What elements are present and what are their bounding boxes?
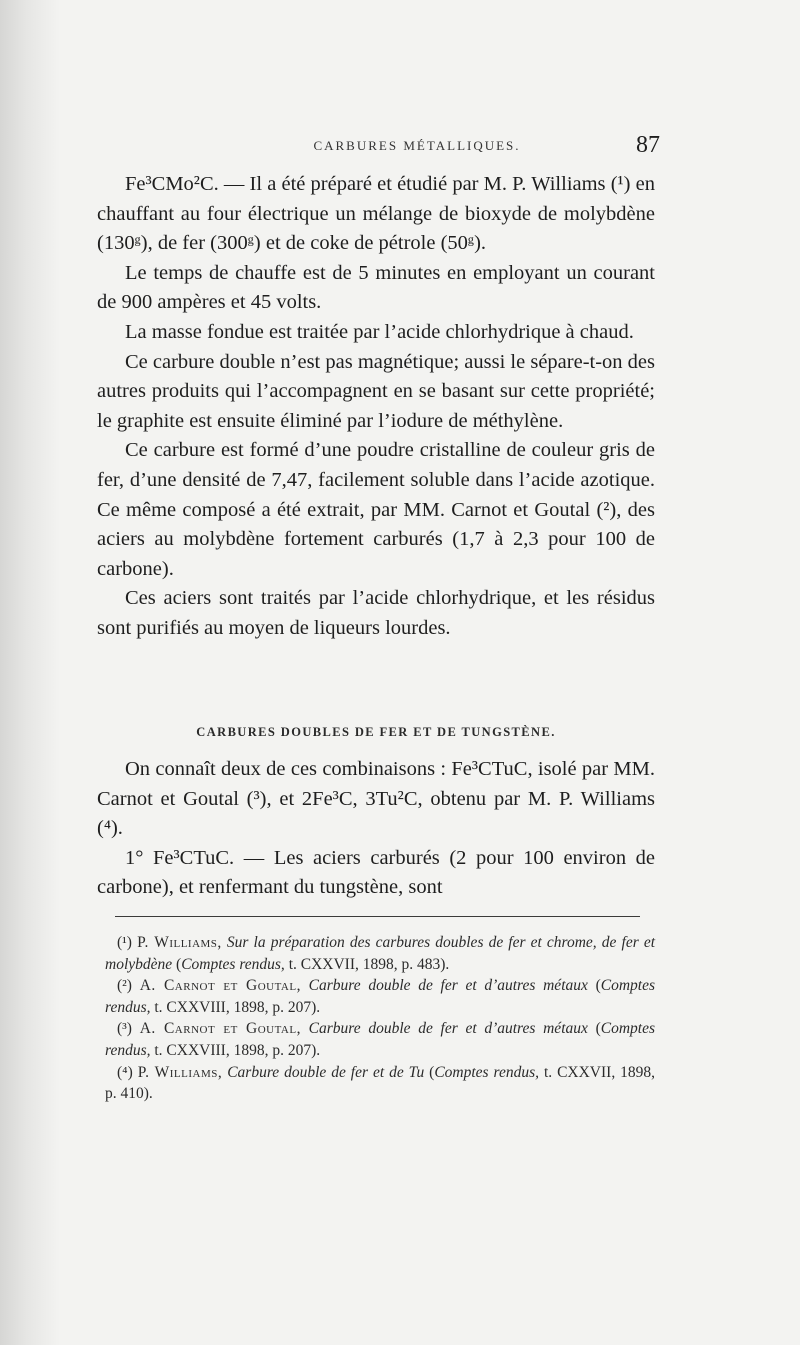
- footnote-author: A. Carnot et Goutal,: [139, 1020, 301, 1038]
- footnote-journal: Comptes rendus,: [105, 977, 655, 1016]
- footnote-title: Carbure double de fer et d’autres métaux: [308, 1020, 588, 1038]
- footnote-author: P. Williams,: [137, 934, 222, 951]
- footnote: (⁴) P. Williams, Carbure double de fer et de Tu (Comptes rendus, t. CXXVII, 1898, p. 410).: [105, 1063, 656, 1103]
- footnote-author: A. Carnot et Goutal,: [139, 977, 301, 995]
- footnote-title: Carbure double de fer et de Tu: [227, 1063, 425, 1081]
- paragraph: On connaît deux de ces combinaisons : Fe³CTuC, isolé par MM. Carnot et Goutal (³), et 2Fe³C, 3Tu²C, obtenu par M. P. Williams (⁴).: [97, 758, 655, 840]
- footnote-title: Sur la préparation des carbures doubles de fer et chrome, de fer et molybdène: [105, 934, 656, 973]
- paragraph: Fe³CMo²C. — Il a été préparé et étudié par M. P. Williams (¹) en chauffant au four électrique un mélange de bioxyde de molybdène (130ᵍ), de fer (300ᵍ) et de coke de pétrole (50ᵍ).: [97, 173, 655, 255]
- paragraph: Ce carbure est formé d’une poudre cristalline de couleur gris de fer, d’une densité de 7,47, facilement soluble dans l’acide azotique. Ce même composé a été extrait, par MM. Carnot et Goutal (²), des aciers au molybdène fortement carburés (1,7 à 2,3 pour 100 de carbone).: [97, 439, 655, 580]
- body-text: [97, 170, 655, 644]
- section-heading: CARBURES DOUBLES DE FER ET DE TUNGSTÈNE.: [196, 725, 556, 739]
- footnote-author: P. Williams,: [137, 1063, 223, 1081]
- compound-formula: Fe³CMo²C.: [125, 173, 219, 195]
- footnote: (³) A. Carnot et Goutal, Carbure double de fer et d’autres métaux (Comptes rendus, t. CXXVIII, 1898, p. 207).: [105, 1020, 655, 1059]
- paragraph: 1° Fe³CTuC. — Les aciers carburés (2 pour 100 environ de carbone), et renfermant du tungstène, sont: [97, 846, 655, 899]
- page-binding-shadow: [0, 0, 60, 1345]
- paragraph: Le temps de chauffe est de 5 minutes en employant un courant de 900 ampères et 45 volts.: [97, 261, 655, 314]
- paragraph: Ce carbure double n’est pas magnétique; aussi le sépare-t-on des autres produits qui l’accompagnent en se basant sur cette propriété; le graphite est ensuite éliminé par l’iodure de méthylène.: [97, 350, 655, 432]
- page-number: 87: [636, 132, 660, 158]
- footnote: (¹) P. Williams, Sur la préparation des carbures doubles de fer et chrome, de fer et molybdène (Comptes rendus, t. CXXVII, 1898, p. 483).: [105, 934, 656, 973]
- footnote-journal: Comptes rendus,: [181, 955, 285, 973]
- paragraph: Ces aciers sont traités par l’acide chlorhydrique, et les résidus sont purifiés au moyen de liqueurs lourdes.: [97, 587, 655, 639]
- footnotes: [105, 932, 655, 1105]
- running-title: CARBURES MÉTALLIQUES.: [313, 138, 521, 153]
- footnote-journal: Comptes rendus,: [434, 1063, 540, 1081]
- footnote-journal: Comptes rendus,: [105, 1020, 655, 1059]
- footnote: (²) A. Carnot et Goutal, Carbure double de fer et d’autres métaux (Comptes rendus, t. CXXVIII, 1898, p. 207).: [105, 977, 655, 1016]
- footnote-divider: [115, 916, 640, 917]
- footnote-title: Carbure double de fer et d’autres métaux: [308, 977, 588, 995]
- paragraph: La masse fondue est traitée par l’acide chlorhydrique à chaud.: [125, 320, 634, 343]
- section-body: [97, 755, 655, 903]
